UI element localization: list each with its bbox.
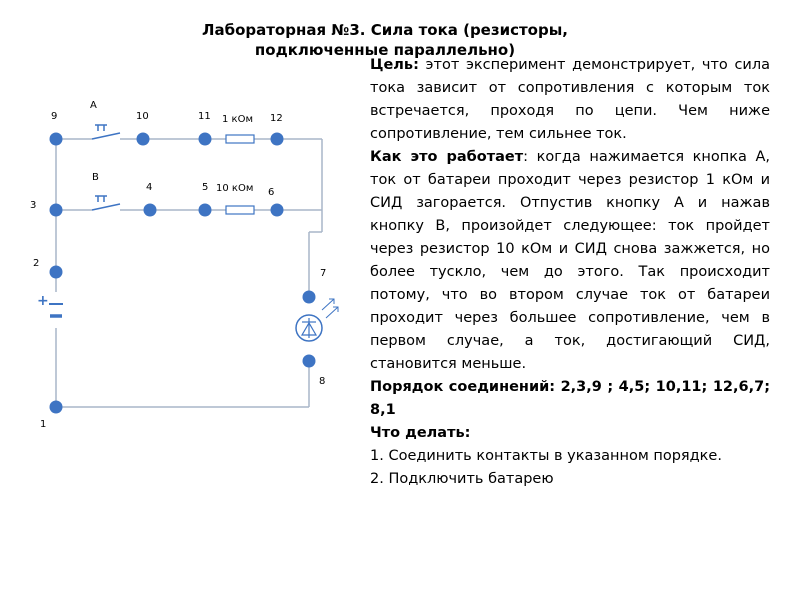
goal-body: этот эксперимент демонстрирует, что сила тока зависит от сопротивления с которым ток встречается, проходя по цепи. Чем ниже сопротивление, тем сильнее ток.	[370, 57, 770, 142]
connection-order: Порядок соединений: 2,3,9 ; 4,5; 10,11; 12,6,7; 8,1	[370, 379, 770, 418]
node-10	[137, 133, 150, 146]
label-node-2: 2	[33, 258, 40, 269]
switch-b	[92, 196, 120, 210]
label-node-9: 9	[51, 111, 58, 122]
contact-nodes	[50, 133, 316, 414]
circuit-diagram	[0, 0, 370, 440]
label-node-4: 4	[146, 182, 153, 193]
how-paragraph	[370, 146, 770, 376]
label-resistor-10k: 10 кОм	[216, 183, 254, 194]
label-node-11: 11	[198, 111, 211, 122]
todo-heading: Что делать:	[370, 425, 471, 441]
how-body: : когда нажимается кнопка А, ток от батареи проходит через резистор 1 кОм и СИД загорается. Отпустив кнопку А и нажав кнопку В, произойдет следующее: ток пройдет через резистор 10 кОм и СИД снова зажжется, но более тускло, чем до этого. Так происходит потому, что во втором случае ток от батареи проходит через большее сопротивление, чем в первом случае, а ток, достигающий СИД, становится меньше.	[370, 149, 771, 372]
label-node-5: 5	[202, 182, 209, 193]
title-line-2: подключенные параллельно)	[254, 41, 516, 59]
description-text	[370, 54, 770, 491]
node-9	[50, 133, 63, 146]
battery-symbol	[37, 292, 63, 328]
label-node-7: 7	[320, 268, 327, 279]
led-symbol	[296, 299, 338, 341]
node-6	[271, 204, 284, 217]
label-switch-b: B	[92, 172, 99, 183]
switch-a	[92, 125, 120, 139]
svg-text:+: +	[37, 293, 49, 309]
step-2: 2. Подключить батарею	[370, 471, 554, 487]
node-3	[50, 204, 63, 217]
node-5	[199, 204, 212, 217]
node-8	[303, 355, 316, 368]
label-node-1: 1	[40, 419, 47, 430]
resistor-1k	[226, 135, 254, 143]
node-1	[50, 401, 63, 414]
how-heading: Как это работает	[370, 149, 524, 165]
goal-heading: Цель:	[370, 57, 419, 73]
label-node-3: 3	[30, 200, 37, 211]
node-4	[144, 204, 157, 217]
node-12	[271, 133, 284, 146]
label-resistor-1k: 1 кОм	[222, 114, 253, 125]
label-switch-a: A	[90, 100, 97, 111]
title-line-1: Лабораторная №3. Сила тока (резисторы,	[202, 21, 568, 39]
step-1: 1. Соединить контакты в указанном порядке.	[370, 448, 722, 464]
node-2	[50, 266, 63, 279]
node-7	[303, 291, 316, 304]
label-node-8: 8	[319, 376, 326, 387]
label-node-10: 10	[136, 111, 149, 122]
resistor-10k	[226, 206, 254, 214]
node-11	[199, 133, 212, 146]
label-node-12: 12	[270, 113, 283, 124]
label-node-6: 6	[268, 187, 275, 198]
goal-paragraph	[370, 54, 770, 146]
